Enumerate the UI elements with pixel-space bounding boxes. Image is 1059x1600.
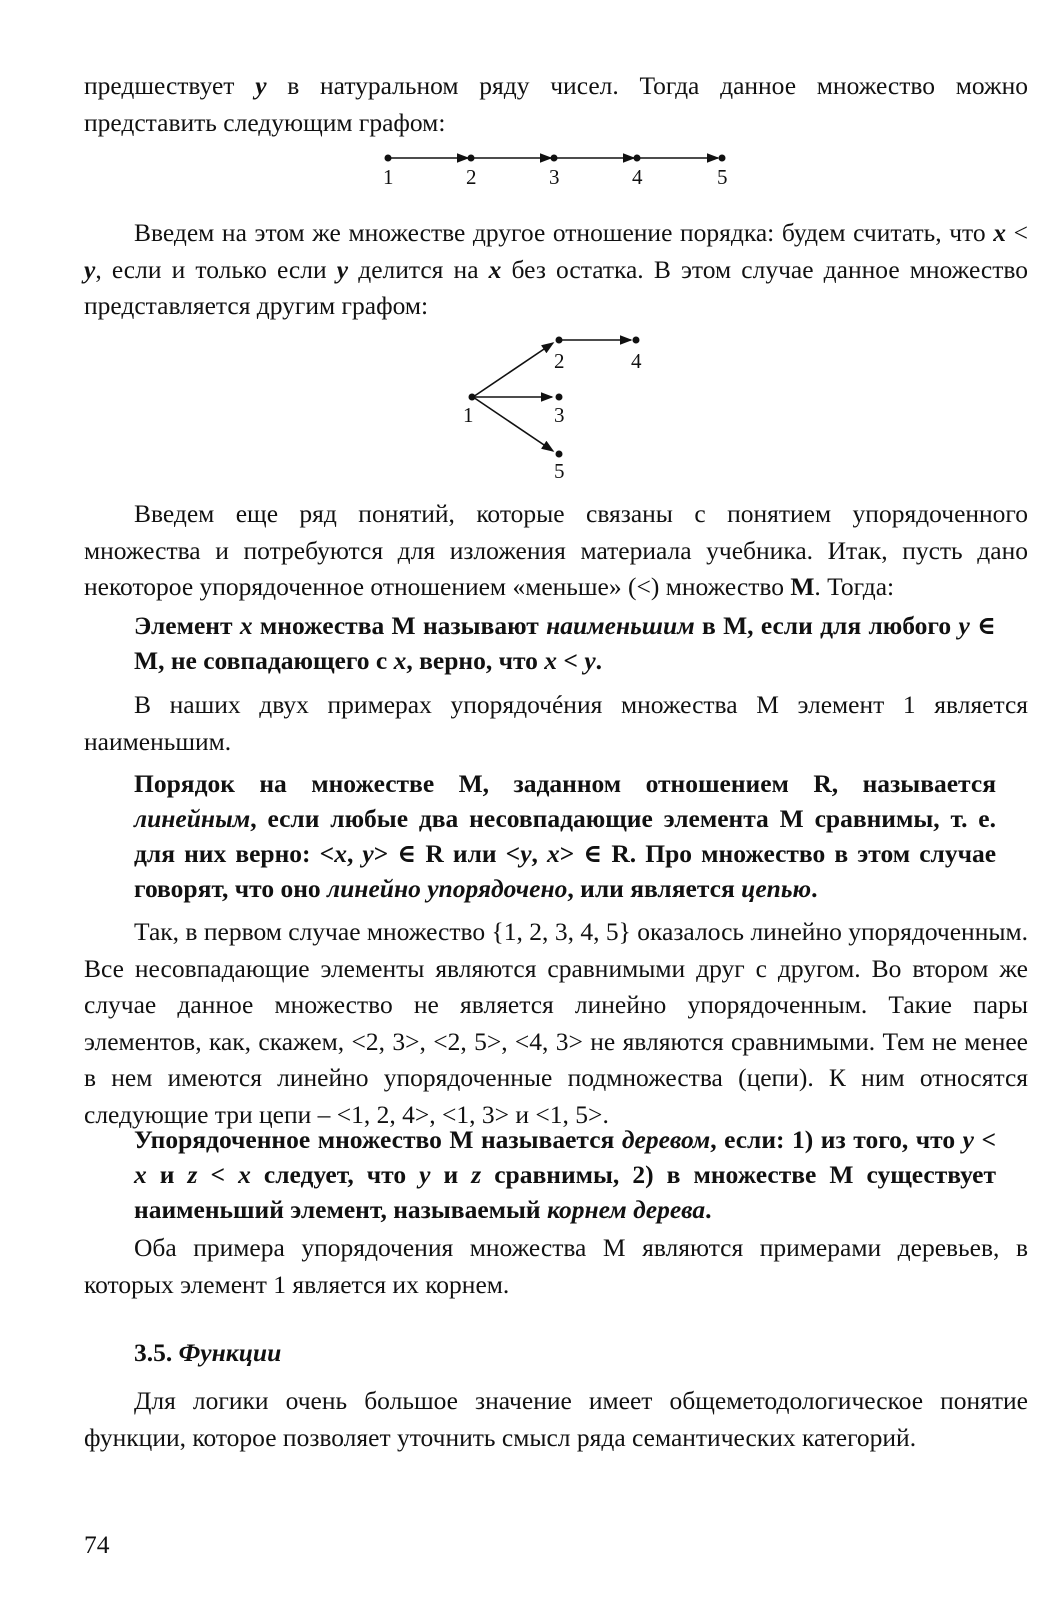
graph2-node-5 [556, 451, 563, 458]
paragraph-functions: Для логики очень большое значение имеет общеметодологическое понятие функции, которое позволяет уточнить смысл ряда семантических категорий. [84, 1386, 1028, 1452]
graph2-label-1: 1 [463, 403, 474, 427]
section-title: Функции [178, 1338, 282, 1367]
definition-linear-order: Порядок на множестве М, заданном отношением R, называется линейным, если любые два несовпадающие элемента М сравнимы, т. е. для них верно: <x, y> ∈ R или <y, x> ∈ R. Про множество в этом случае говорят, что оно линейно упорядочено, или является цепью. [134, 769, 997, 903]
graph2-node-4 [633, 337, 640, 344]
graph1-label-2: 2 [466, 165, 477, 189]
graph2-label-3: 3 [554, 403, 565, 427]
paragraph-least-example: В наших двух примерах упорядочéния множества М элемент 1 является наименьшим. [84, 690, 1028, 756]
paragraph-second-order: Введем на этом же множестве другое отношение порядка: будем считать, что x < y, если и только если y делится на x без остатка. В этом случае данное множество представляется другим графом: [84, 218, 1028, 320]
graph1-label-5: 5 [717, 165, 728, 189]
graph2-node-2 [556, 337, 563, 344]
section-number: 3.5. [134, 1338, 179, 1367]
section-heading [134, 1338, 281, 1368]
graph1-label-4: 4 [632, 165, 643, 189]
page-number: 74 [84, 1530, 110, 1559]
definition-least-element: Элемент x множества М называют наименьшим в М, если для любого y ∈ М, не совпадающего с x, верно, что x < y. [134, 611, 996, 675]
paragraph-intro: предшествует y в натуральном ряду чисел. Тогда данное множество можно представить следующим графом: [84, 71, 1029, 137]
graph2-node-3 [556, 394, 563, 401]
graph1-label-3: 3 [549, 165, 560, 189]
paragraph-chains: Так, в первом случае множество {1, 2, 3, 4, 5} оказалось линейно упорядоченным. Все несовпадающие элементы являются сравнимыми друг с другом. Во втором же случае данное множество не является линейно упорядоченным. Такие пары элементов, как, скажем, <2, 3>, <2, 5>, <4, 3> не являются сравнимыми. Тем не менее в нем имеются линейно упорядоченные подмножества (цепи). К ним относятся следующие три цепи – <1, 2, 4>, <1, 3> и <1, 5>. [84, 917, 1028, 1129]
graph2-label-5: 5 [554, 459, 565, 483]
graph2-edges [473, 340, 631, 451]
graph2-node-1 [469, 394, 476, 401]
graph1-label-1: 1 [383, 165, 394, 189]
paragraph-tree-example: Оба примера упорядочения множества М являются примерами деревьев, в которых элемент 1 является их корнем. [84, 1233, 1028, 1299]
graph2-label-4: 4 [631, 349, 642, 373]
definition-tree: Упорядоченное множество М называется деревом, если: 1) из того, что y < x и z < x следует, что y и z сравнимы, 2) в множестве М существует наименьший элемент, называемый корнем дерева. [134, 1125, 996, 1224]
paragraph-concepts: Введем еще ряд понятий, которые связаны с понятием упорядоченного множества и потребуются для изложения материала учебника. Итак, пусть дано некоторое упорядоченное отношением «меньше» (<) множество М. Тогда: [84, 499, 1028, 601]
graph2-label-2: 2 [554, 349, 565, 373]
